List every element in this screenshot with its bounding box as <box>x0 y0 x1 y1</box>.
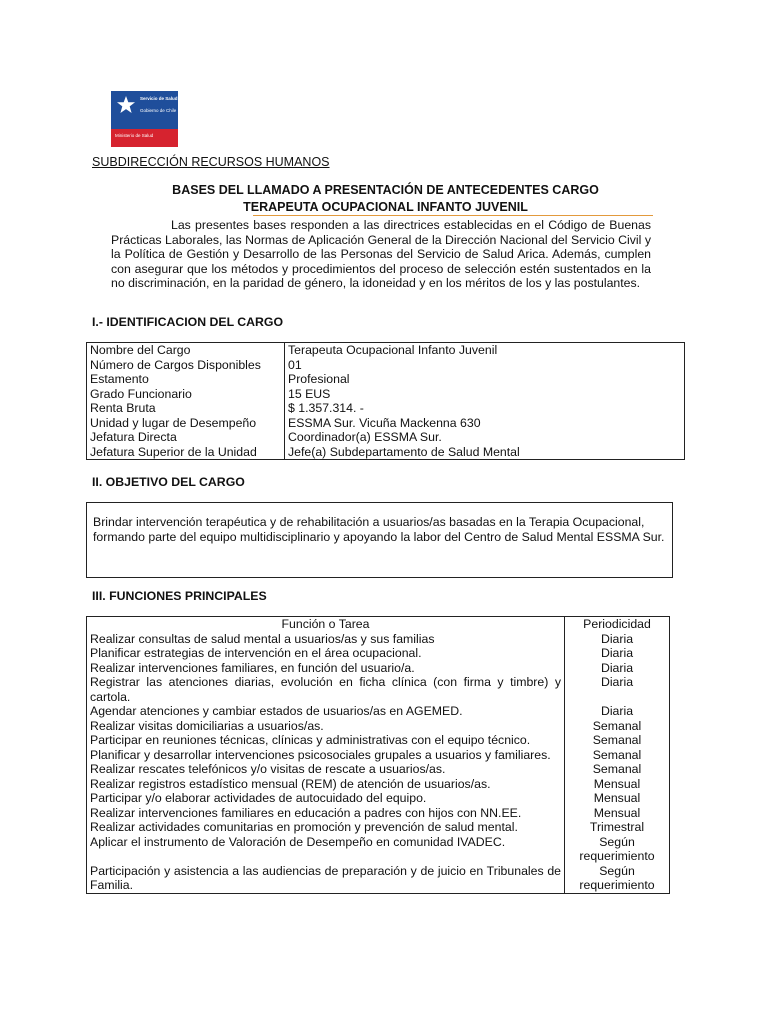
field-label: Estamento <box>87 372 285 387</box>
column-header-period: Periodicidad <box>565 617 670 632</box>
task-cell: Realizar consultas de salud mental a usuarios/as y sus familias <box>87 632 565 647</box>
period-cell: Semanal <box>565 719 670 734</box>
title-underline <box>253 215 653 216</box>
period-cell: Mensual <box>565 777 670 792</box>
task-cell: Planificar estrategias de intervención en el área ocupacional. <box>87 646 565 661</box>
period-cell: Según requerimiento <box>565 835 670 864</box>
table-row <box>87 416 685 431</box>
table-row <box>87 835 670 864</box>
table-row <box>87 372 685 387</box>
field-label: Grado Funcionario <box>87 387 285 402</box>
period-cell: Diaria <box>565 675 670 704</box>
period-cell: Diaria <box>565 632 670 647</box>
period-cell: Semanal <box>565 733 670 748</box>
functions-table <box>86 616 670 894</box>
task-cell: Agendar atenciones y cambiar estados de usuarios/as en AGEMED. <box>87 704 565 719</box>
table-row <box>87 704 670 719</box>
task-cell: Participación y asistencia a las audiencias de preparación y de juicio en Tribunales de Familia. <box>87 864 565 894</box>
field-label: Número de Cargos Disponibles <box>87 358 285 373</box>
document-title-line1: BASES DEL LLAMADO A PRESENTACIÓN DE ANTECEDENTES CARGO <box>172 183 599 197</box>
table-row <box>87 343 685 358</box>
subdireccion-heading: SUBDIRECCIÓN RECURSOS HUMANOS <box>92 155 330 169</box>
table-row <box>87 791 670 806</box>
period-cell: Mensual <box>565 806 670 821</box>
table-row <box>87 806 670 821</box>
institution-logo <box>111 91 190 147</box>
period-cell: Semanal <box>565 748 670 763</box>
column-header-task: Función o Tarea <box>87 617 565 632</box>
table-row <box>87 748 670 763</box>
field-label: Nombre del Cargo <box>87 343 285 358</box>
intro-paragraph: Las presentes bases responden a las directrices establecidas en el Código de Buenas Prácticas Laborales, las Normas de Aplicación General de la Dirección Nacional del Servicio Civil y la Política de Gestión y Desarrollo de las Personas del Servicio de Salud Arica. Además, cumplen con asegurar que los métodos y procedimientos del proceso de selección estén sustentados en la no discriminación, en la paridad de género, la idoneidad y en los méritos de los y las postulantes. <box>111 218 651 291</box>
task-cell: Realizar rescates telefónicos y/o visitas de rescate a usuarios/as. <box>87 762 565 777</box>
period-cell: Diaria <box>565 661 670 676</box>
table-row <box>87 646 670 661</box>
section-funciones-heading: III. FUNCIONES PRINCIPALES <box>92 589 267 603</box>
table-row <box>87 661 670 676</box>
section-objetivo-heading: II. OBJETIVO DEL CARGO <box>92 475 245 489</box>
task-cell: Realizar actividades comunitarias en promoción y prevención de salud mental. <box>87 820 565 835</box>
table-row <box>87 675 670 704</box>
table-row <box>87 358 685 373</box>
field-label: Unidad y lugar de Desempeño <box>87 416 285 431</box>
field-value: 15 EUS <box>285 387 685 402</box>
logo-red-block <box>111 129 178 147</box>
field-value: Terapeuta Ocupacional Infanto Juvenil <box>285 343 685 358</box>
table-row <box>87 820 670 835</box>
table-header-row <box>87 617 670 632</box>
table-row <box>87 864 670 894</box>
task-cell: Aplicar el instrumento de Valoración de Desempeño en comunidad IVADEC. <box>87 835 565 864</box>
field-label: Jefatura Superior de la Unidad <box>87 445 285 460</box>
field-value: 01 <box>285 358 685 373</box>
table-row <box>87 445 685 460</box>
task-cell: Participar en reuniones técnicas, clínicas y administrativas con el equipo técnico. <box>87 733 565 748</box>
period-cell: Diaria <box>565 704 670 719</box>
period-cell: Según requerimiento <box>565 864 670 894</box>
logo-title: Servicio de Salud Arica <box>140 96 190 101</box>
star-icon <box>116 95 136 115</box>
task-cell: Participar y/o elaborar actividades de autocuidado del equipo. <box>87 791 565 806</box>
period-cell: Trimestral <box>565 820 670 835</box>
logo-subtitle: Gobierno de Chile <box>140 108 177 113</box>
table-row <box>87 401 685 416</box>
task-cell: Realizar registros estadístico mensual (REM) de atención de usuarios/as. <box>87 777 565 792</box>
logo-ministry: Ministerio de Salud <box>115 133 154 138</box>
field-value: $ 1.357.314. - <box>285 401 685 416</box>
field-value: ESSMA Sur. Vicuña Mackenna 630 <box>285 416 685 431</box>
field-value: Profesional <box>285 372 685 387</box>
field-label: Jefatura Directa <box>87 430 285 445</box>
identification-table <box>86 342 685 460</box>
period-cell: Mensual <box>565 791 670 806</box>
document-title-line2: TERAPEUTA OCUPACIONAL INFANTO JUVENIL <box>243 200 528 214</box>
field-value: Jefe(a) Subdepartamento de Salud Mental <box>285 445 685 460</box>
objective-text: Brindar intervención terapéutica y de rehabilitación a usuarios/as basadas en la Terapia Ocupacional, formando parte del equipo multidisciplinario y apoyando la labor del Centro de Salud Mental ESSMA Sur. <box>86 502 673 578</box>
field-value: Coordinador(a) ESSMA Sur. <box>285 430 685 445</box>
table-row <box>87 762 670 777</box>
task-cell: Planificar y desarrollar intervenciones psicosociales grupales a usuarios y familiares. <box>87 748 565 763</box>
task-cell: Realizar intervenciones familiares, en función del usuario/a. <box>87 661 565 676</box>
table-row <box>87 387 685 402</box>
table-row <box>87 777 670 792</box>
table-row <box>87 719 670 734</box>
period-cell: Diaria <box>565 646 670 661</box>
period-cell: Semanal <box>565 762 670 777</box>
task-cell: Realizar visitas domiciliarias a usuarios/as. <box>87 719 565 734</box>
task-cell: Registrar las atenciones diarias, evolución en ficha clínica (con firma y timbre) y cartola. <box>87 675 565 704</box>
section-identificacion-heading: I.- IDENTIFICACION DEL CARGO <box>92 315 284 329</box>
table-row <box>87 430 685 445</box>
table-row <box>87 632 670 647</box>
field-label: Renta Bruta <box>87 401 285 416</box>
table-row <box>87 733 670 748</box>
task-cell: Realizar intervenciones familiares en educación a padres con hijos con NN.EE. <box>87 806 565 821</box>
